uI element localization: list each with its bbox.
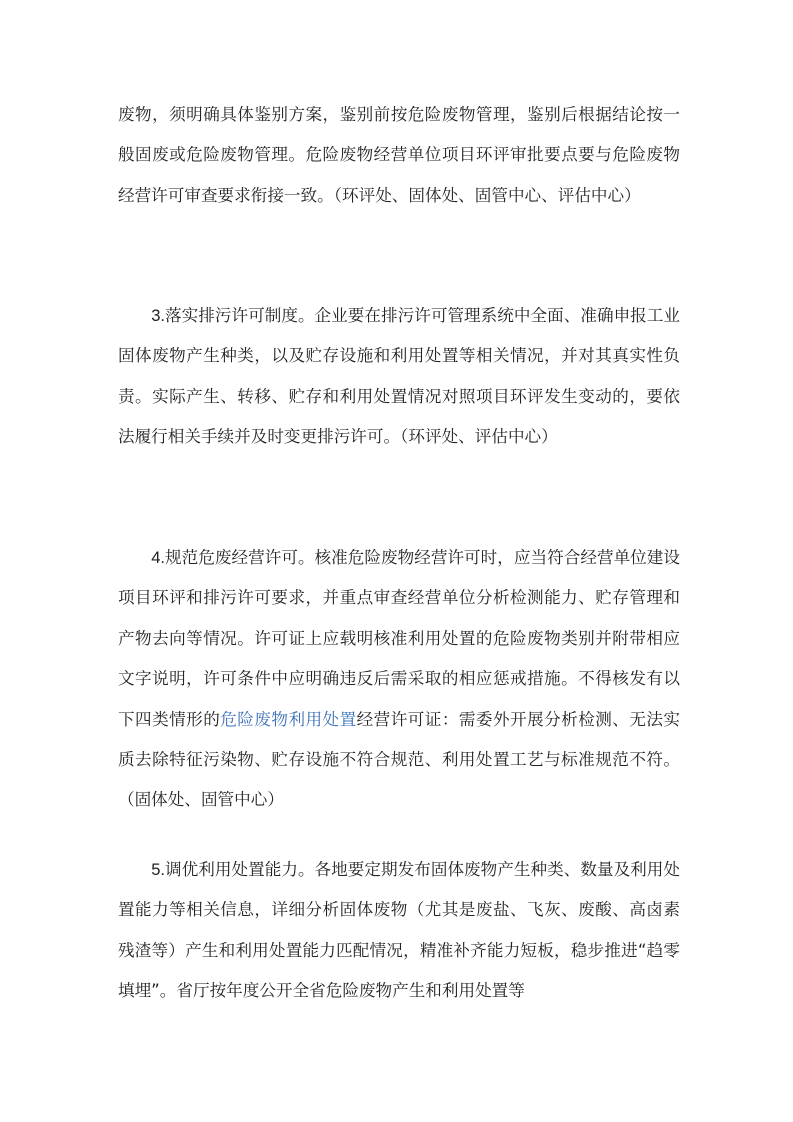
hazardous-waste-disposal-link[interactable]: 危险废物利用处置 (220, 709, 357, 729)
paragraph-continued (118, 95, 680, 216)
paragraph-item-3 (118, 296, 680, 458)
item-number: 3. (151, 306, 166, 325)
item-number: 4. (151, 548, 166, 567)
paragraph-text: 废物，须明确具体鉴别方案，鉴别前按危险废物管理，鉴别后根据结论按一般固废或危险废物管理。危险废物经营单位项目环评审批要点要与危险废物经营许可审查要求衔接一致。（环评处、固体处、固管中心、评估中心） (118, 105, 680, 205)
paragraph-item-4 (118, 538, 680, 821)
item-number: 5. (151, 860, 166, 879)
paragraph-text: 调优利用处置能力。各地要定期发布固体废物产生种类、数量及利用处置能力等相关信息，详细分析固体废物（尤其是废盐、飞灰、废酸、高卤素残渣等）产生和利用处置能力匹配情况，精准补齐能力短板，稳步推进“趋零填埋”。省厅按年度公开全省危险废物产生和利用处置等 (118, 860, 680, 1001)
paragraph-text: 经营许可证：需委外开展分析检测、无法实质去除特征污染物、贮存设施不符合规范、利用处置工艺与标准规范不符。（固体处、固管中心） (118, 709, 681, 810)
paragraph-text: 落实排污许可制度。企业要在排污许可管理系统中全面、准确申报工业固体废物产生种类，以及贮存设施和利用处置等相关情况，并对其真实性负责。实际产生、转移、贮存和利用处置情况对照项目环评发生变动的，要依法履行相关手续并及时变更排污许可。（环评处、评估中心） (118, 306, 680, 447)
paragraph-item-5 (118, 850, 680, 1012)
paragraph-text: 规范危废经营许可。核准危险废物经营许可时，应当符合经营单位建设项目环评和排污许可要求，并重点审查经营单位分析检测能力、贮存管理和产物去向等情况。许可证上应载明核准利用处置的危险废物类别并附带相应文字说明，许可条件中应明确违反后需采取的相应惩戒措施。不得核发有以下四类情形的 (118, 548, 680, 729)
